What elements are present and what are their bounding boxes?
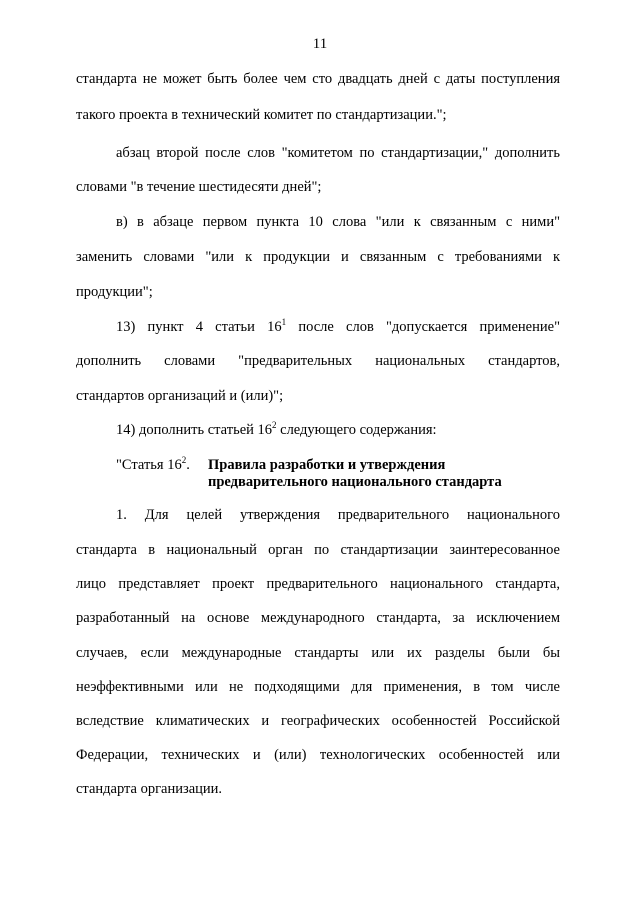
text-span: 14) дополнить статьей 16 [116, 422, 273, 438]
text-line: случаев, если международные стандарты или их разделы были бы [76, 645, 560, 661]
text-line: продукции"; [76, 284, 153, 300]
text-line: дополнить словами "предварительных национальных стандартов, [76, 353, 560, 369]
article-label [116, 456, 190, 474]
page-number: 11 [312, 36, 328, 52]
text-line: неэффективными или не подходящими для применения, в том числе [76, 679, 560, 695]
text-line [116, 318, 560, 336]
text-line: такого проекта в технический комитет по стандартизации."; [76, 107, 447, 123]
text-span: "Статья 16 [116, 457, 182, 473]
text-line [116, 421, 437, 439]
article-title: Правила разработки и утверждения [208, 457, 446, 473]
superscript: 2 [272, 420, 277, 430]
text-line: абзац второй после слов "комитетом по стандартизации," дополнить [116, 145, 560, 161]
text-line: разработанный на основе международного стандарта, за исключением [76, 610, 560, 626]
text-span: . [186, 457, 190, 473]
text-line: лицо представляет проект предварительного национального стандарта, [76, 576, 560, 592]
text-line: стандартов организаций и (или)"; [76, 388, 284, 404]
text-line: заменить словами "или к продукции и связанным с требованиями к [76, 249, 560, 265]
text-span: после слов "допускается применение" [286, 319, 560, 335]
text-line: Федерации, технических и (или) технологических особенностей или [76, 747, 560, 763]
superscript: 1 [281, 317, 287, 327]
text-line: стандарта не может быть более чем сто двадцать дней с даты поступления [76, 71, 560, 87]
text-line: в) в абзаце первом пункта 10 слова "или к связанным с ними" [116, 214, 560, 230]
article-title: предварительного национального стандарта [208, 474, 502, 490]
text-line: стандарта организации. [76, 781, 223, 797]
text-line: стандарта в национальный орган по стандартизации заинтересованное [76, 542, 560, 558]
text-line: 1. Для целей утверждения предварительного национального [116, 507, 560, 523]
text-line: словами "в течение шестидесяти дней"; [76, 179, 322, 195]
text-line: вследствие климатических и географических особенностей Российской [76, 713, 560, 729]
text-span: следующего содержания: [276, 422, 437, 438]
text-span: 13) пункт 4 статьи 16 [116, 319, 282, 335]
superscript: 2 [181, 455, 187, 465]
